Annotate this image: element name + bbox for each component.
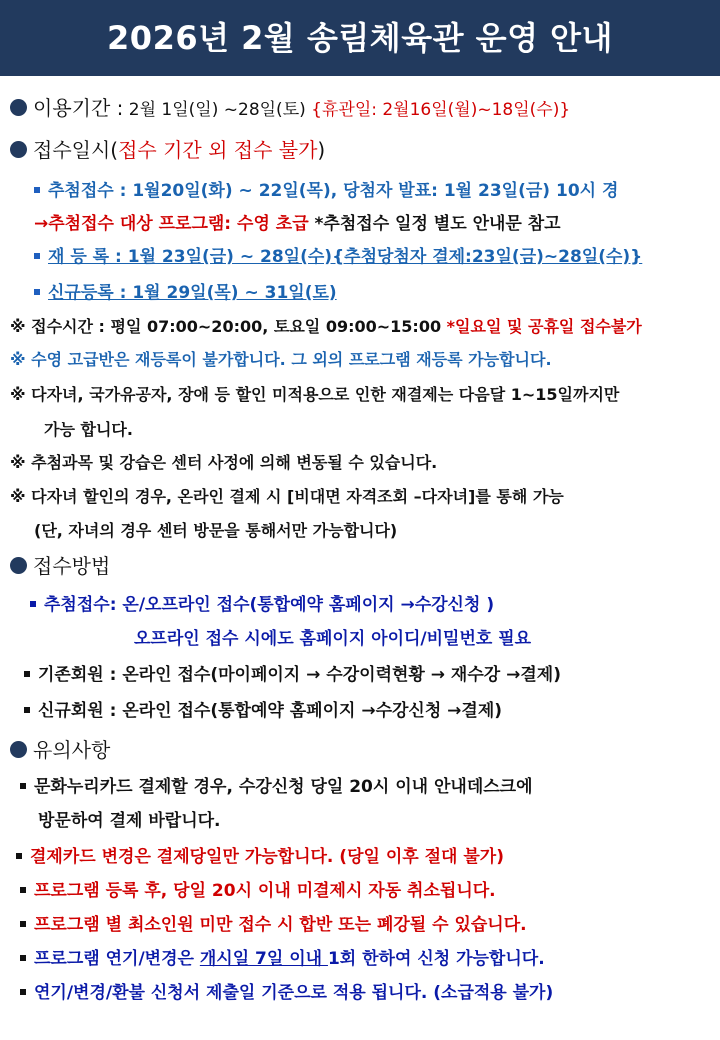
bullet-square-icon: [16, 853, 22, 859]
reception-hours-text: ※ 접수시간 : 평일 07:00~20:00, 토요일 09:00~15:00: [10, 317, 447, 336]
page-title: 2026년 2월 송림체육관 운영 안내: [0, 0, 720, 76]
caution-item-1: [20, 772, 533, 797]
change-note: ※ 추첨과목 및 강습은 센터 사정에 의해 변동될 수 있습니다.: [10, 453, 438, 472]
reregister-schedule: [34, 242, 642, 267]
caution-item-5-text-b: 개시일 7일 이내: [199, 949, 328, 969]
method-label: 접수방법: [33, 554, 111, 578]
lottery-target-text: →추첨접수 대상 프로그램: 수영 초급: [34, 214, 309, 234]
method-new: [24, 696, 502, 721]
caution-item-6-text: 연기/변경/환불 신청서 제출일 기준으로 적용 됩니다. (소급적용 불가): [34, 983, 554, 1003]
method-lottery: [30, 590, 494, 615]
caution-item-3-text: 프로그램 등록 후, 당일 20시 이내 미결제시 자동 취소됩니다.: [34, 881, 496, 901]
bullet-square-icon: [20, 989, 26, 995]
bullet-square-icon: [30, 601, 36, 607]
section-bullet-icon: [10, 141, 27, 158]
reregister-text: 재 등 록 : 1월 23일(금) ~ 28일(수){추첨당첨자 결제:23일(금)~28일(수)}: [48, 247, 643, 267]
caution-item-5-text-c: 1회 한하여 신청 가능합니다.: [327, 949, 545, 969]
bullet-square-icon: [20, 921, 26, 927]
reception-section: [10, 134, 325, 163]
method-lottery-text: 추첨접수: 온/오프라인 접수(통합예약 홈페이지 →수강신청 ): [44, 595, 495, 615]
caution-item-3: [20, 876, 496, 901]
caution-item-4-text: 프로그램 별 최소인원 미만 접수 시 합반 또는 폐강될 수 있습니다.: [34, 915, 527, 935]
caution-item-2-text: 결제카드 변경은 결제당일만 가능합니다. (당일 이후 절대 불가): [30, 847, 504, 867]
caution-item-2: [16, 842, 504, 867]
new-register-schedule: [34, 278, 337, 303]
caution-item-5-text-a: 프로그램 연기/변경은: [34, 949, 200, 969]
method-existing-text: 기존회원 : 온라인 접수(마이페이지 → 수강이력현황 → 재수강 →결제): [38, 665, 561, 685]
bullet-square-icon: [20, 887, 26, 893]
reception-note: 접수 기간 외 접수 불가: [118, 138, 318, 162]
reception-hours: [10, 314, 642, 337]
method-section: [10, 550, 110, 579]
period-label: 이용기간 :: [33, 96, 124, 120]
swim-note: ※ 수영 고급반은 재등록이 불가합니다. 그 외의 프로그램 재등록 가능합니다.: [10, 350, 552, 369]
new-register-text: 신규등록 : 1월 29일(목) ~ 31일(토): [48, 283, 337, 303]
caution-item-4: [20, 910, 527, 935]
method-existing: [24, 660, 561, 685]
reception-label: 접수일시(: [33, 138, 119, 162]
lottery-target-note: *추첨접수 일정 별도 안내문 참고: [308, 214, 561, 234]
bullet-square-icon: [34, 253, 40, 259]
section-bullet-icon: [10, 99, 27, 116]
bullet-square-icon: [24, 707, 30, 713]
bullet-square-icon: [34, 289, 40, 295]
period-section: [10, 92, 570, 121]
method-lottery-2: 오프라인 접수 시에도 홈페이지 아이디/비밀번호 필요: [134, 629, 532, 649]
bullet-square-icon: [20, 955, 26, 961]
closure-days: {휴관일: 2월16일(월)~18일(수)}: [311, 100, 571, 120]
method-new-text: 신규회원 : 온라인 접수(통합예약 홈페이지 →수강신청 →결제): [38, 701, 503, 721]
discount-note-1: ※ 다자녀, 국가유공자, 장애 등 할인 미적용으로 인한 재결제는 다음달 1~15일까지만: [10, 385, 620, 404]
caution-item-1-text: 문화누리카드 결제할 경우, 수강신청 당일 20시 이내 안내데스크에: [34, 777, 533, 797]
lottery-target: [34, 209, 561, 234]
bullet-square-icon: [20, 783, 26, 789]
bullet-square-icon: [34, 187, 40, 193]
multi-child-note-2: (단, 자녀의 경우 센터 방문을 통해서만 가능합니다): [34, 521, 398, 540]
lottery-schedule-text: 추첨접수 : 1월20일(화) ~ 22일(목), 당첨자 발표: 1월 23일(금) 10시 경: [48, 181, 619, 201]
section-bullet-icon: [10, 741, 27, 758]
caution-label: 유의사항: [33, 738, 111, 762]
multi-child-note-1: ※ 다자녀 할인의 경우, 온라인 결제 시 [비대면 자격조회 –다자녀]를 통해 가능: [10, 487, 564, 506]
reception-hours-warning: *일요일 및 공휴일 접수불가: [446, 317, 642, 336]
period-dates: 2월 1일(일) ~28일(토): [123, 100, 312, 120]
caution-section: [10, 734, 110, 763]
reception-close: ): [317, 138, 326, 162]
caution-item-1b: 방문하여 결제 바랍니다.: [38, 811, 221, 831]
lottery-schedule: [34, 176, 618, 201]
caution-item-5: [20, 944, 545, 969]
caution-item-6: [20, 978, 553, 1003]
discount-note-2: 가능 합니다.: [44, 420, 133, 439]
section-bullet-icon: [10, 557, 27, 574]
bullet-square-icon: [24, 671, 30, 677]
